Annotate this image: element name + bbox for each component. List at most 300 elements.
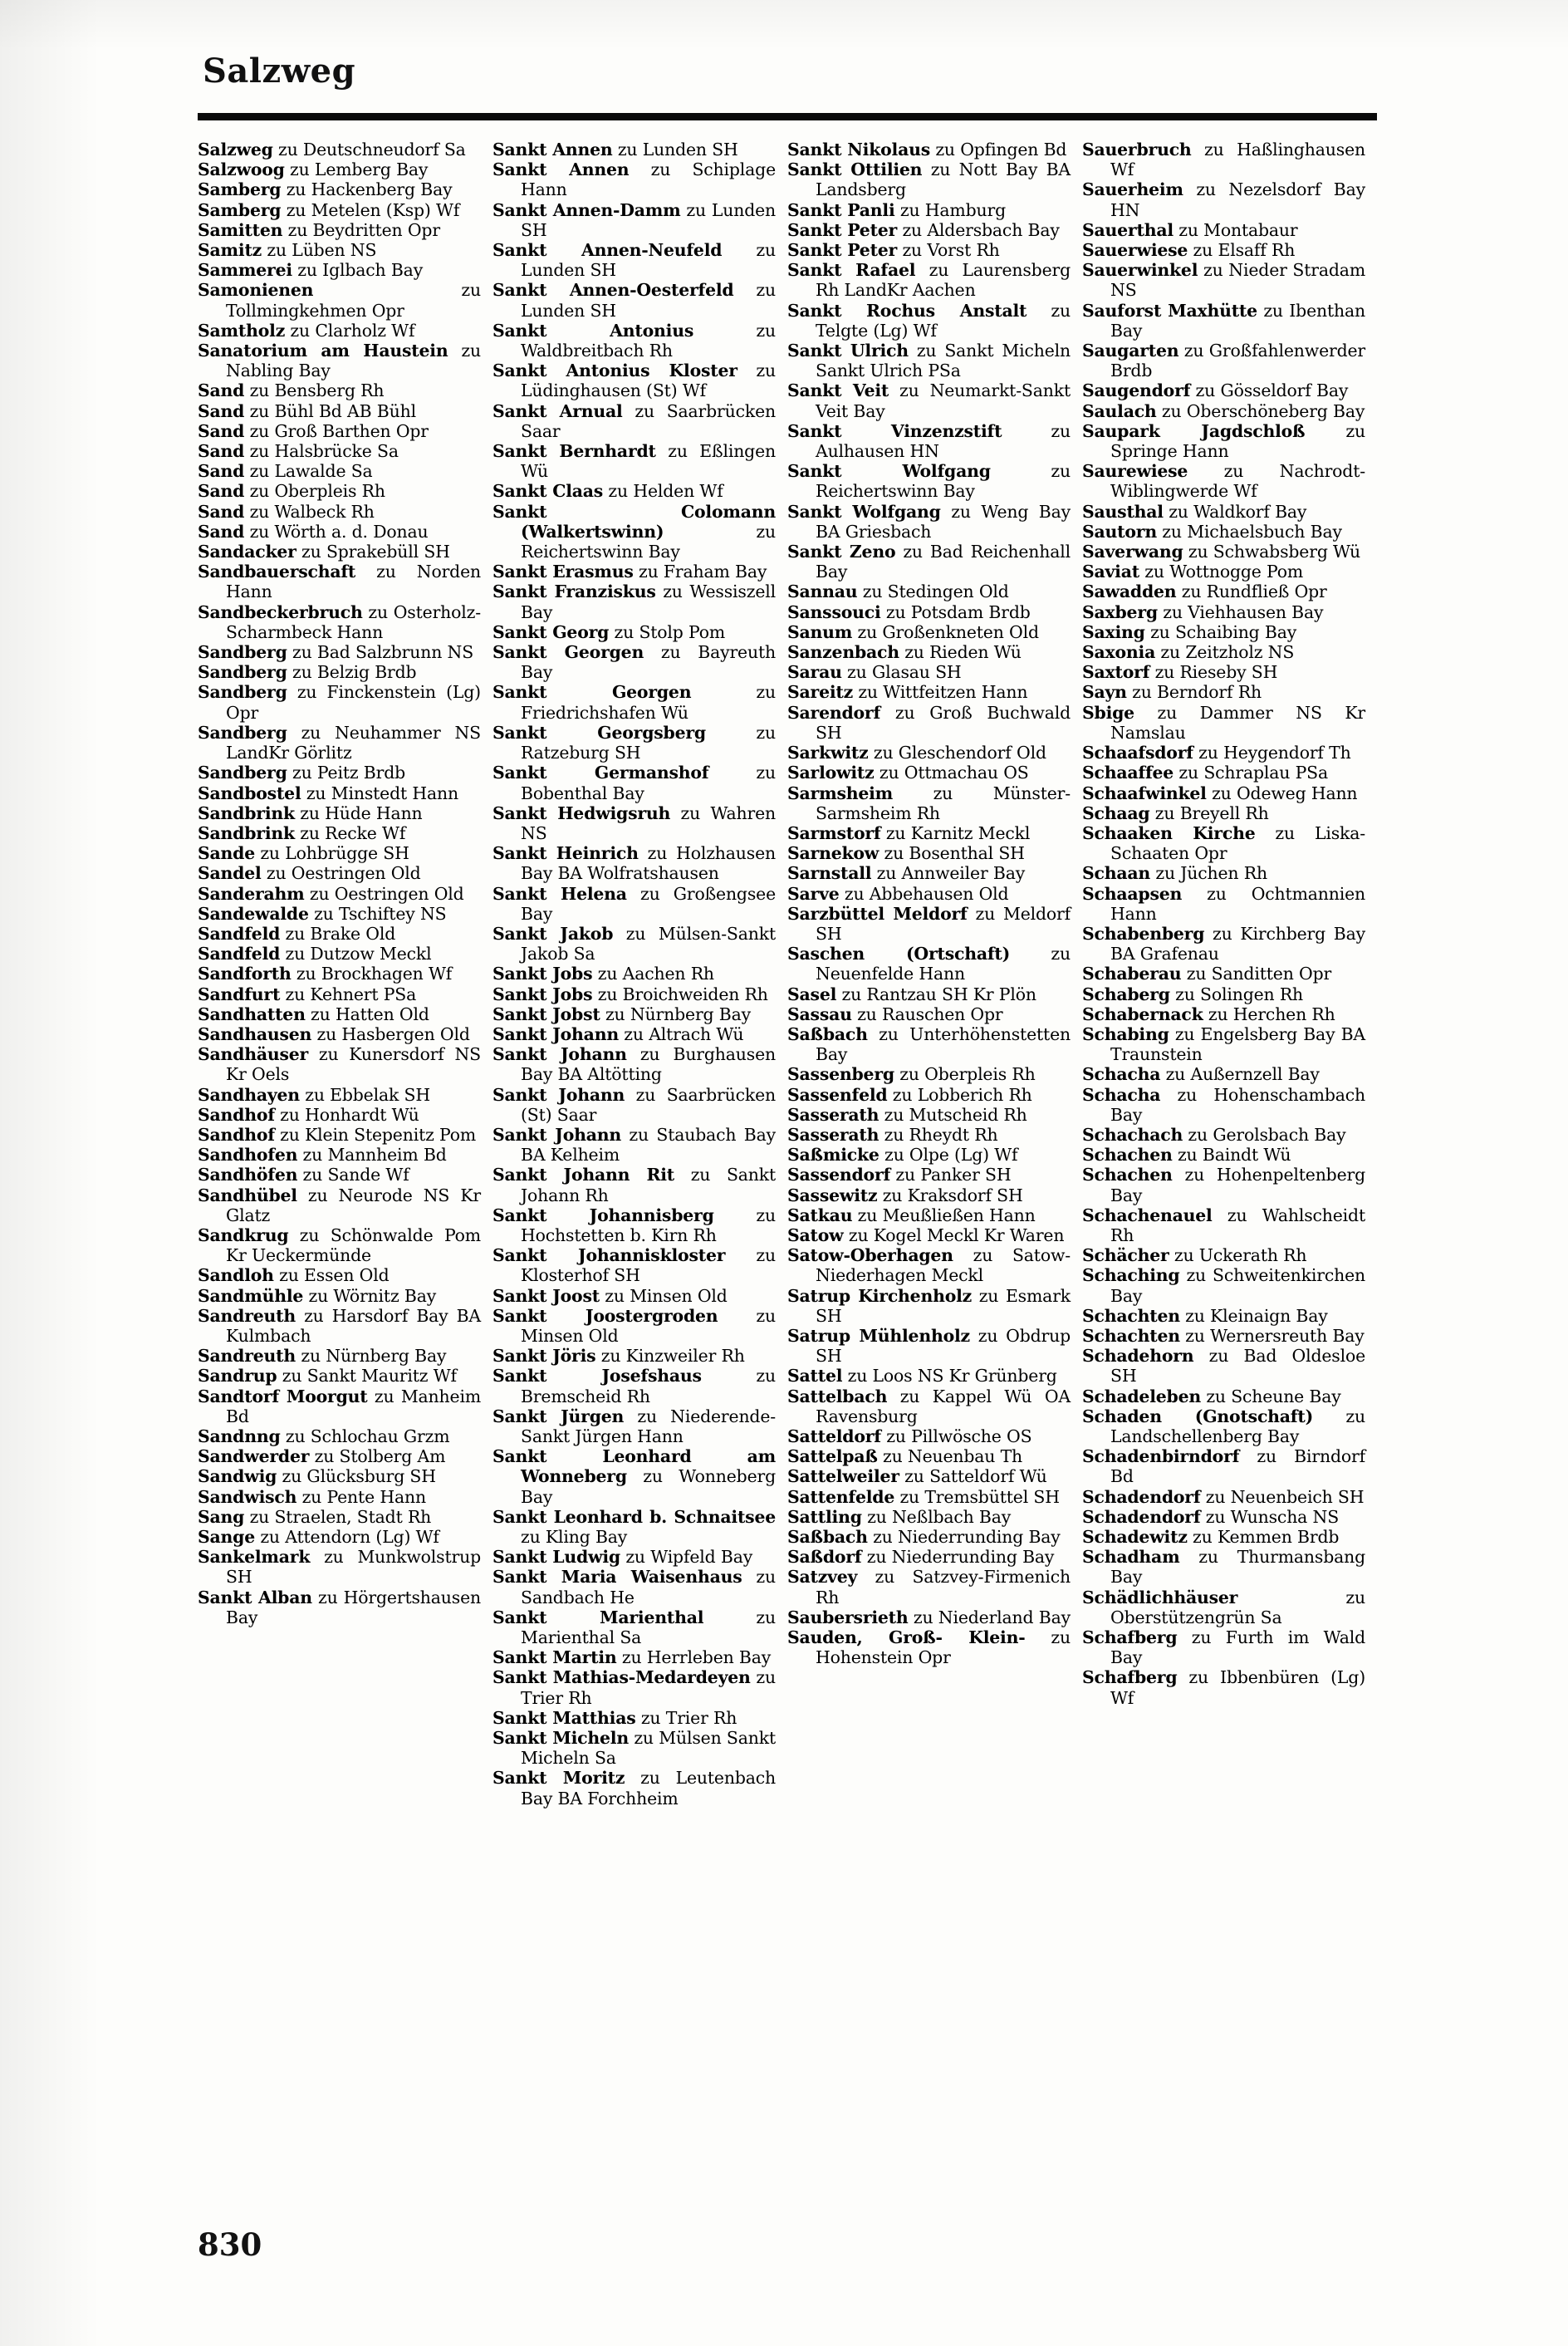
- entry-keyword: Sankt Heinrich: [492, 843, 639, 864]
- gazetteer-entry: [492, 1446, 776, 1507]
- entry-reference: zu Reichertswinn Bay: [816, 461, 1071, 502]
- gazetteer-entry: [1082, 783, 1365, 803]
- entry-reference: zu Straelen, Stadt Rh: [244, 1506, 432, 1527]
- entry-reference: zu Sankt Mauritz Wf: [277, 1366, 457, 1386]
- entry-keyword: Satzvey: [787, 1567, 858, 1588]
- entry-reference: zu Holzhausen Bay BA Wolfratshausen: [521, 843, 776, 884]
- entry-reference: zu Opfingen Bd: [929, 140, 1067, 160]
- entry-reference: zu Oberpleis Rh: [244, 481, 385, 502]
- entry-keyword: Schacha: [1082, 1064, 1161, 1085]
- entry-reference: zu Klein Stepenitz Pom: [274, 1124, 477, 1145]
- scan-shadow-top: [0, 0, 1568, 50]
- entry-reference: zu Berndorf Rh: [1126, 682, 1262, 703]
- gazetteer-entry: [787, 944, 1071, 984]
- gazetteer-entry: [1082, 1306, 1365, 1326]
- entry-reference: zu Obdrup SH: [816, 1325, 1071, 1367]
- gazetteer-entry: [1082, 763, 1365, 783]
- gazetteer-entry: [1082, 522, 1365, 542]
- gazetteer-entry: [1082, 1667, 1365, 1707]
- entry-reference: zu Trier Rh: [635, 1707, 737, 1728]
- entry-reference: zu Satteldorf Wü: [899, 1466, 1047, 1487]
- entry-keyword: Sbige: [1082, 702, 1134, 723]
- entry-keyword: Sasserath: [787, 1124, 880, 1145]
- entry-reference: zu Tollmingkehmen Opr: [226, 280, 481, 321]
- gazetteer-entry: [787, 1366, 1071, 1386]
- gazetteer-entry: [1082, 1386, 1365, 1406]
- gazetteer-entry: [492, 984, 776, 1004]
- entry-keyword: Sankt Alban: [198, 1587, 312, 1607]
- entry-keyword: Sattelpaß: [787, 1446, 878, 1467]
- entry-reference: zu Viehhausen Bay: [1157, 601, 1324, 622]
- entry-keyword: Schaberau: [1082, 964, 1182, 984]
- gazetteer-entry: [492, 1647, 776, 1667]
- gazetteer-entry: [1082, 1125, 1365, 1145]
- entry-keyword: Sankt Micheln: [492, 1728, 629, 1749]
- entry-reference: zu Neumarkt-Sankt Veit Bay: [816, 380, 1071, 421]
- gazetteer-entry: [198, 421, 481, 441]
- gazetteer-entry: [492, 622, 776, 642]
- entry-reference: zu Kemmen Brdb: [1187, 1527, 1340, 1548]
- gazetteer-entry: [1082, 1406, 1365, 1446]
- entry-reference: zu Gösseldorf Bay: [1190, 380, 1349, 401]
- entry-reference: zu Hackenberg Bay: [281, 179, 453, 200]
- entry-reference: zu Großengsee Bay: [521, 883, 776, 924]
- gazetteer-entry: [492, 562, 776, 582]
- entry-reference: zu Marienthal Sa: [521, 1607, 776, 1648]
- gazetteer-entry: [198, 1165, 481, 1185]
- gazetteer-entry: [198, 1105, 481, 1125]
- gazetteer-entry: [492, 1708, 776, 1728]
- gazetteer-entry: [492, 1125, 776, 1165]
- entry-reference: zu Minsen Old: [599, 1285, 728, 1306]
- entry-keyword: Sauerthal: [1082, 219, 1174, 240]
- gazetteer-entry: [1082, 1205, 1365, 1245]
- entry-keyword: Sankt Claas: [492, 481, 604, 502]
- entry-reference: zu Wonneberg Bay: [521, 1466, 776, 1507]
- entry-keyword: Schachen: [1082, 1145, 1173, 1166]
- entry-reference: zu Metelen (Ksp) Wf: [281, 199, 460, 220]
- entry-reference: zu Rheydt Rh: [879, 1124, 998, 1145]
- entry-keyword: Schafberg: [1082, 1627, 1178, 1648]
- entry-reference: zu Mutscheid Rh: [879, 1104, 1027, 1125]
- entry-reference: zu Nabling Bay: [226, 341, 481, 381]
- entry-keyword: Sandfeld: [198, 944, 281, 964]
- entry-reference: zu Honhardt Wü: [274, 1104, 419, 1125]
- entry-reference: zu Nürnberg Bay: [296, 1346, 447, 1367]
- entry-keyword: Sang: [198, 1506, 245, 1527]
- entry-keyword: Sandhayen: [198, 1084, 300, 1105]
- entry-keyword: Sandhausen: [198, 1023, 312, 1044]
- entry-reference: zu Abbehausen Old: [839, 883, 1009, 904]
- entry-reference: zu Groß Buchwald SH: [816, 702, 1071, 743]
- gazetteer-entry: [198, 964, 481, 984]
- gazetteer-entry: [198, 200, 481, 220]
- gazetteer-entry: [1082, 662, 1365, 682]
- entry-keyword: Sandmühle: [198, 1285, 304, 1306]
- entry-reference: zu Schaibing Bay: [1144, 621, 1297, 642]
- gazetteer-entry: [1082, 1627, 1365, 1667]
- entry-reference: zu Helden Wf: [603, 481, 723, 502]
- entry-reference: zu Groß Barthen Opr: [244, 420, 429, 441]
- entry-keyword: Sandhatten: [198, 1004, 306, 1024]
- entry-reference: zu Munkwolstrup SH: [226, 1547, 481, 1588]
- gazetteer-entry: [787, 662, 1071, 682]
- entry-keyword: Sandfurt: [198, 984, 281, 1004]
- entry-reference: zu Bremscheid Rh: [521, 1366, 776, 1406]
- entry-keyword: Sankt Franziskus: [492, 582, 656, 602]
- entry-reference: zu Sankt Micheln Sankt Ulrich PSa: [816, 341, 1071, 381]
- gazetteer-entry: [787, 743, 1071, 763]
- gazetteer-entry: [1082, 682, 1365, 702]
- gazetteer-entry: [198, 823, 481, 843]
- entry-reference: zu Recke Wf: [294, 822, 406, 843]
- entry-keyword: Sankt Leonhard b. Schnaitsee: [492, 1506, 776, 1527]
- entry-keyword: Saugarten: [1082, 341, 1179, 361]
- gazetteer-entry: [198, 924, 481, 944]
- gazetteer-entry: [492, 1607, 776, 1647]
- entry-keyword: Schacha: [1082, 1084, 1161, 1105]
- gazetteer-entry: [787, 642, 1071, 662]
- entry-keyword: Sanzenbach: [787, 642, 899, 663]
- entry-keyword: Schachen: [1082, 1165, 1173, 1185]
- entry-keyword: Sandewalde: [198, 903, 309, 924]
- entry-keyword: Sarzbüttel Meldorf: [787, 903, 968, 924]
- entry-reference: zu Schönwalde Pom Kr Ueckermünde: [226, 1225, 481, 1266]
- entry-keyword: Sankt Jobs: [492, 984, 593, 1004]
- entry-reference: zu Pillwösche OS: [880, 1426, 1032, 1446]
- entry-keyword: Sankt Jobst: [492, 1004, 600, 1024]
- gazetteer-entry: [198, 662, 481, 682]
- entry-reference: zu Ibbenbüren (Lg) Wf: [1110, 1667, 1365, 1708]
- gazetteer-entry: [492, 321, 776, 361]
- entry-keyword: Sarmsheim: [787, 783, 894, 803]
- gazetteer-entry: [492, 763, 776, 802]
- entry-reference: zu Glasau SH: [841, 662, 962, 683]
- entry-keyword: Salzweg: [198, 140, 273, 160]
- gazetteer-entry: [787, 863, 1071, 883]
- gazetteer-entry: [492, 361, 776, 400]
- entry-reference: zu Engelsberg Bay BA Traunstein: [1110, 1023, 1365, 1065]
- entry-keyword: Samitz: [198, 240, 262, 261]
- entry-keyword: Sauforst Maxhütte: [1082, 300, 1257, 321]
- gazetteer-entry: [787, 1085, 1071, 1105]
- entry-reference: zu Belzig Brdb: [287, 662, 417, 683]
- gazetteer-entry: [1082, 542, 1365, 562]
- entry-reference: zu Sanditten Opr: [1181, 964, 1332, 984]
- gazetteer-entry: [1082, 803, 1365, 823]
- gazetteer-entry: [787, 843, 1071, 863]
- gazetteer-entry: [787, 542, 1071, 582]
- entry-reference: zu Bad Oldesloe SH: [1110, 1346, 1365, 1386]
- entry-reference: zu Schweitenkirchen Bay: [1110, 1265, 1365, 1306]
- entry-reference: zu Sankt Johann Rh: [521, 1165, 776, 1205]
- entry-keyword: Sanatorium am Haustein: [198, 341, 448, 361]
- gazetteer-entry: [492, 1165, 776, 1205]
- entry-reference: zu Kehnert PSa: [280, 984, 417, 1004]
- entry-reference: zu Zeitzholz NS: [1155, 642, 1295, 663]
- gazetteer-entry: [198, 1588, 481, 1627]
- entry-keyword: Sande: [198, 843, 255, 864]
- entry-reference: zu Annweiler Bay: [871, 863, 1026, 884]
- gazetteer-entry: [787, 1145, 1071, 1165]
- entry-keyword: Schachten: [1082, 1325, 1180, 1346]
- entry-reference: zu Herchen Rh: [1203, 1004, 1335, 1024]
- gazetteer-entry: [787, 380, 1071, 420]
- gazetteer-entry: [1082, 1326, 1365, 1346]
- entry-reference: zu Lawalde Sa: [244, 461, 373, 482]
- gazetteer-entry: [1082, 964, 1365, 984]
- gazetteer-entry: [1082, 602, 1365, 622]
- gazetteer-entry: [492, 1768, 776, 1808]
- entry-keyword: Sankt Johann: [492, 1084, 625, 1105]
- gazetteer-entry: [492, 1205, 776, 1245]
- entry-reference: zu Wernersreuth Bay: [1179, 1325, 1365, 1346]
- gazetteer-entry: [198, 502, 481, 522]
- entry-reference: zu Hochstetten b. Kirn Rh: [521, 1205, 776, 1245]
- entry-keyword: Sassendorf: [787, 1165, 891, 1185]
- entry-keyword: Schadehorn: [1082, 1346, 1194, 1367]
- entry-keyword: Sankt Joostergroden: [492, 1305, 718, 1326]
- gazetteer-entry: [787, 1205, 1071, 1225]
- entry-reference: zu Wipfeld Bay: [620, 1547, 753, 1568]
- gazetteer-entry: [198, 542, 481, 562]
- gazetteer-entry: [198, 803, 481, 823]
- entry-keyword: Sawadden: [1082, 582, 1177, 602]
- entry-reference: zu Telgte (Lg) Wf: [816, 300, 1071, 341]
- column-2: [492, 140, 787, 2208]
- entry-keyword: Sankt Johann Rit: [492, 1165, 675, 1185]
- entry-reference: zu Meldorf SH: [816, 903, 1071, 944]
- gazetteer-entry: [787, 823, 1071, 843]
- entry-reference: zu Lüdinghausen (St) Wf: [521, 361, 776, 401]
- entry-keyword: Sandhof: [198, 1124, 275, 1145]
- entry-reference: zu Rundfließ Opr: [1176, 582, 1327, 602]
- entry-reference: zu Bad Reichenhall Bay: [816, 542, 1071, 582]
- entry-reference: zu Lunden SH: [521, 199, 776, 240]
- entry-keyword: Sand: [198, 521, 245, 542]
- entry-reference: zu Mannheim Bd: [297, 1145, 447, 1166]
- gazetteer-entry: [198, 1044, 481, 1084]
- entry-keyword: Sautorn: [1082, 521, 1157, 542]
- entry-reference: zu Niederland Bay: [908, 1607, 1071, 1627]
- entry-keyword: Sassenfeld: [787, 1084, 888, 1105]
- entry-keyword: Sarlowitz: [787, 763, 875, 783]
- entry-reference: zu Hasbergen Old: [311, 1023, 470, 1044]
- entry-reference: zu Potsdam Brdb: [880, 601, 1031, 622]
- entry-reference: zu Essen Old: [273, 1265, 390, 1286]
- entry-keyword: Sandbrink: [198, 822, 295, 843]
- entry-keyword: Sandtorf Moorgut: [198, 1386, 368, 1406]
- gazetteer-entry: [198, 481, 481, 501]
- entry-reference: zu Dammer NS Kr Namslau: [1110, 702, 1365, 743]
- entry-keyword: Samberg: [198, 179, 282, 200]
- entry-keyword: Satow: [787, 1225, 844, 1245]
- entry-reference: zu Mülsen-Sankt Jakob Sa: [521, 923, 776, 964]
- gazetteer-entry: [787, 1487, 1071, 1507]
- entry-reference: zu Neuhammer NS LandKr Görlitz: [226, 722, 481, 763]
- entry-reference: zu Sprakebüll SH: [296, 542, 450, 562]
- entry-reference: zu Kunersdorf NS Kr Oels: [226, 1044, 481, 1085]
- entry-keyword: Sausthal: [1082, 501, 1164, 522]
- entry-keyword: Sassewitz: [787, 1185, 878, 1205]
- gazetteer-entry: [198, 1366, 481, 1386]
- entry-reference: zu Tremsbüttel SH: [894, 1486, 1060, 1507]
- gazetteer-entry: [787, 783, 1071, 823]
- entry-reference: zu Wahlscheidt Rh: [1110, 1205, 1365, 1245]
- entry-reference: zu Kleinaign Bay: [1179, 1305, 1328, 1326]
- entry-reference: zu Kirchberg Bay BA Grafenau: [1110, 923, 1365, 964]
- gazetteer-entry: [787, 461, 1071, 501]
- entry-keyword: Sandberg: [198, 763, 287, 783]
- gazetteer-entry: [1082, 1265, 1365, 1305]
- entry-keyword: Schadham: [1082, 1547, 1180, 1568]
- entry-reference: zu Gerolsbach Bay: [1183, 1124, 1346, 1145]
- entry-reference: zu Satzvey-Firmenich Rh: [816, 1567, 1071, 1607]
- entry-keyword: Schadewitz: [1082, 1527, 1188, 1548]
- entry-keyword: Sarendorf: [787, 702, 881, 723]
- gazetteer-entry: [1082, 240, 1365, 260]
- entry-reference: zu Osterholz-Scharmbeck Hann: [226, 601, 481, 642]
- entry-keyword: Sankt Annen-Neufeld: [492, 240, 723, 261]
- entry-reference: zu Weng Bay BA Griesbach: [816, 501, 1071, 542]
- entry-reference: zu Außernzell Bay: [1160, 1064, 1320, 1085]
- entry-keyword: Sankt Antonius: [492, 320, 694, 341]
- gazetteer-entry: [1082, 562, 1365, 582]
- entry-keyword: Sandreuth: [198, 1346, 296, 1367]
- entry-keyword: Saßmicke: [787, 1145, 880, 1166]
- gazetteer-entry: [492, 843, 776, 883]
- entry-keyword: Schaafwinkel: [1082, 783, 1207, 803]
- gazetteer-entry: [198, 1306, 481, 1346]
- entry-reference: zu Heygendorf Th: [1193, 743, 1351, 763]
- gazetteer-entry: [1082, 703, 1365, 743]
- gazetteer-entry: [198, 401, 481, 421]
- entry-keyword: Sandnng: [198, 1426, 281, 1446]
- entry-keyword: Schabernack: [1082, 1004, 1203, 1024]
- entry-reference: zu Elsaff Rh: [1188, 240, 1296, 261]
- entry-reference: zu Wessiszell Bay: [521, 582, 776, 622]
- gazetteer-entry: [787, 160, 1071, 199]
- entry-keyword: Sankt Johannisberg: [492, 1205, 714, 1225]
- entry-keyword: Sankt Josefshaus: [492, 1366, 702, 1386]
- entry-reference: zu Herrleben Bay: [616, 1647, 772, 1668]
- gazetteer-entry: [787, 1004, 1071, 1024]
- entry-keyword: Sandberg: [198, 662, 287, 683]
- entry-keyword: Sankt Germanshof: [492, 763, 709, 783]
- gazetteer-entry: [492, 240, 776, 280]
- gazetteer-entry: [198, 1145, 481, 1165]
- gazetteer-entry: [198, 1286, 481, 1306]
- entry-reference: zu Oestringen Old: [304, 883, 464, 904]
- entry-reference: zu Hörgertshausen Bay: [226, 1587, 481, 1627]
- gazetteer-entry: [1082, 1487, 1365, 1507]
- gazetteer-entry: [1082, 1346, 1365, 1386]
- gazetteer-entry: [1082, 140, 1365, 179]
- gazetteer-entry: [198, 884, 481, 904]
- gazetteer-entry: [1082, 863, 1365, 883]
- entry-reference: zu Gleschendorf Old: [868, 743, 1046, 763]
- entry-reference: zu Wörth a. d. Donau: [244, 521, 429, 542]
- entry-reference: zu Bühl Bd AB Bühl: [244, 400, 416, 421]
- entry-reference: zu Wittfeitzen Hann: [853, 682, 1028, 703]
- gazetteer-entry: [1082, 380, 1365, 400]
- entry-reference: zu Tschiftey NS: [308, 903, 447, 924]
- entry-keyword: Sankt Ottilien: [787, 160, 923, 180]
- entry-keyword: Sankt Ulrich: [787, 341, 909, 361]
- entry-reference: zu Lüben NS: [262, 240, 377, 261]
- entry-keyword: Sankt Moritz: [492, 1768, 625, 1789]
- scan-shadow-left: [0, 0, 100, 2346]
- entry-keyword: Sandkrug: [198, 1225, 289, 1245]
- gazetteer-entry: [787, 884, 1071, 904]
- entry-keyword: Sand: [198, 481, 245, 502]
- entry-keyword: Sankt Johanniskloster: [492, 1245, 726, 1266]
- gazetteer-entry: [1082, 743, 1365, 763]
- gazetteer-entry: [1082, 642, 1365, 662]
- gazetteer-entry: [198, 1426, 481, 1446]
- gazetteer-entry: [1082, 179, 1365, 219]
- gazetteer-entry: [198, 240, 481, 260]
- entry-keyword: Satkau: [787, 1205, 853, 1225]
- entry-reference: zu Bosenthal SH: [879, 843, 1025, 864]
- gazetteer-entry: [787, 1547, 1071, 1567]
- gazetteer-entry: [198, 1446, 481, 1466]
- gazetteer-entry: [198, 723, 481, 763]
- gazetteer-entry: [492, 160, 776, 199]
- entry-keyword: Sauerbruch: [1082, 140, 1192, 160]
- entry-reference: zu Großenkneten Old: [852, 621, 1039, 642]
- entry-keyword: Sandwig: [198, 1466, 277, 1487]
- entry-keyword: Sankelmark: [198, 1547, 311, 1568]
- entry-keyword: Saugendorf: [1082, 380, 1191, 401]
- entry-reference: zu Aldersbach Bay: [897, 219, 1060, 240]
- entry-keyword: Saxberg: [1082, 601, 1158, 622]
- gazetteer-entry: [787, 240, 1071, 260]
- entry-reference: zu Panker SH: [890, 1165, 1012, 1185]
- entry-reference: zu Nachrodt-Wiblingwerde Wf: [1110, 461, 1365, 502]
- gazetteer-entry: [492, 1306, 776, 1346]
- gazetteer-entry: [492, 502, 776, 562]
- entry-keyword: Sandbeckerbruch: [198, 601, 363, 622]
- gazetteer-entry: [1082, 582, 1365, 601]
- gazetteer-entry: [198, 260, 481, 280]
- entry-keyword: Schaafsdorf: [1082, 743, 1193, 763]
- entry-reference: zu Breyell Rh: [1149, 802, 1269, 823]
- entry-keyword: Sauerheim: [1082, 179, 1183, 200]
- gazetteer-entry: [198, 1085, 481, 1105]
- entry-keyword: Sankt Annen-Damm: [492, 199, 681, 220]
- entry-keyword: Saverwang: [1082, 542, 1183, 562]
- entry-reference: zu Schiplage Hann: [521, 160, 776, 200]
- entry-keyword: Sareitz: [787, 682, 853, 703]
- gazetteer-entry: [198, 642, 481, 662]
- entry-reference: zu Bensberg Rh: [244, 380, 385, 401]
- entry-keyword: Schaberg: [1082, 984, 1170, 1004]
- entry-reference: zu Sande Wf: [297, 1165, 409, 1185]
- entry-keyword: Sankt Joost: [492, 1285, 600, 1306]
- gazetteer-entry: [492, 582, 776, 621]
- entry-keyword: Sasel: [787, 984, 837, 1004]
- gazetteer-entry: [492, 1085, 776, 1125]
- entry-keyword: Sandberg: [198, 682, 287, 703]
- entry-keyword: Saubersrieth: [787, 1607, 909, 1627]
- entry-keyword: Sankt Annen-Oesterfeld: [492, 280, 734, 301]
- gazetteer-entry: [492, 803, 776, 843]
- page-header: [198, 52, 1377, 123]
- entry-reference: zu Hüde Hann: [294, 802, 423, 823]
- entry-reference: zu Rantzau SH Kr Plön: [836, 984, 1036, 1004]
- entry-keyword: Saßbach: [787, 1023, 868, 1044]
